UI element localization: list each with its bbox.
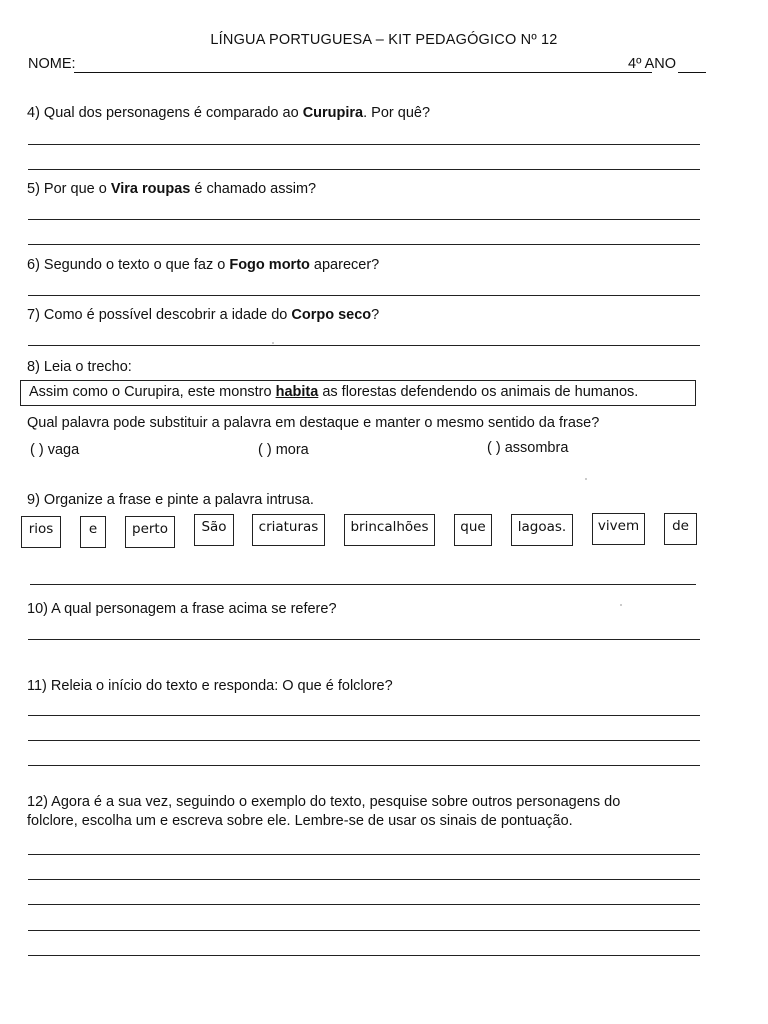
answer-line[interactable]	[28, 715, 700, 716]
grade-label: 4º ANO	[628, 56, 677, 72]
question-4-keyword: Curupira	[302, 105, 364, 121]
worksheet-title: LÍNGUA PORTUGUESA – KIT PEDAGÓGICO Nº 12	[210, 32, 558, 48]
answer-line[interactable]	[28, 244, 700, 245]
answer-line[interactable]	[28, 765, 700, 766]
word-box[interactable]: que	[454, 514, 492, 546]
question-6-text: 6) Segundo o texto o que faz o	[27, 257, 230, 273]
scan-speck	[585, 478, 587, 480]
question-5-text-end: é chamado assim?	[190, 181, 317, 197]
answer-line[interactable]	[28, 219, 700, 220]
word-box[interactable]: de	[664, 513, 697, 545]
question-8-title: 8) Leia o trecho:	[27, 359, 132, 375]
answer-line[interactable]	[28, 345, 700, 346]
question-7-text: 7) Como é possível descobrir a idade do	[27, 307, 292, 323]
word-box[interactable]: São	[194, 514, 234, 546]
word-box[interactable]: perto	[125, 516, 175, 548]
scan-speck	[272, 342, 274, 344]
answer-line[interactable]	[30, 584, 696, 585]
question-6	[27, 256, 379, 275]
question-8-prompt: Qual palavra pode substituir a palavra em destaque e manter o mesmo sentido da frase?	[27, 415, 600, 431]
answer-line[interactable]	[28, 169, 700, 170]
question-6-text-end: aparecer?	[309, 257, 380, 273]
answer-line[interactable]	[28, 854, 700, 855]
question-4-text: 4) Qual dos personagens é comparado ao	[27, 105, 303, 121]
question-5-text: 5) Por que o	[27, 181, 111, 197]
option-mora[interactable]: ( ) mora	[258, 442, 309, 458]
quote-text: Assim como o Curupira, este monstro	[29, 384, 276, 400]
answer-line[interactable]	[28, 639, 700, 640]
name-field[interactable]	[74, 72, 652, 73]
question-7	[27, 306, 379, 325]
word-box[interactable]: criaturas	[252, 514, 325, 546]
word-box[interactable]: rios	[21, 516, 61, 548]
question-10: 10) A qual personagem a frase acima se refere?	[27, 601, 337, 617]
answer-line[interactable]	[28, 930, 700, 931]
answer-line[interactable]	[28, 904, 700, 905]
highlighted-word: habita	[275, 384, 319, 400]
question-6-keyword: Fogo morto	[229, 257, 310, 273]
word-box[interactable]: brincalhões	[344, 514, 435, 546]
grade-field[interactable]	[678, 72, 706, 73]
question-12-line-2: folclore, escolha um e escreva sobre ele. Lembre-se de usar os sinais de pontuação.	[27, 813, 573, 829]
word-box[interactable]: e	[80, 516, 106, 548]
quote-box	[20, 380, 696, 406]
option-assombra[interactable]: ( ) assombra	[487, 440, 569, 456]
question-11: 11) Releia o início do texto e responda: O que é folclore?	[27, 678, 393, 694]
answer-line[interactable]	[28, 740, 700, 741]
question-5-keyword: Vira roupas	[110, 181, 191, 197]
question-7-keyword: Corpo seco	[291, 307, 372, 323]
answer-line[interactable]	[28, 144, 700, 145]
question-4	[27, 104, 430, 123]
answer-line[interactable]	[28, 879, 700, 880]
question-12-line-1: 12) Agora é a sua vez, seguindo o exemplo do texto, pesquise sobre outros personagens do	[27, 794, 621, 810]
question-9-title: 9) Organize a frase e pinte a palavra intrusa.	[27, 492, 314, 508]
answer-line[interactable]	[28, 295, 700, 296]
answer-line[interactable]	[28, 955, 700, 956]
option-vaga[interactable]: ( ) vaga	[30, 442, 80, 458]
word-box[interactable]: vivem	[592, 513, 645, 545]
question-7-text-end: ?	[371, 307, 380, 323]
word-box[interactable]: lagoas.	[511, 514, 573, 546]
name-label: NOME:	[28, 56, 76, 72]
question-5	[27, 180, 316, 199]
scan-speck	[620, 604, 622, 606]
student-info-row	[28, 56, 706, 76]
question-4-text-end: . Por quê?	[363, 105, 431, 121]
quote-text-end: as florestas defendendo os animais de humanos.	[318, 384, 639, 400]
